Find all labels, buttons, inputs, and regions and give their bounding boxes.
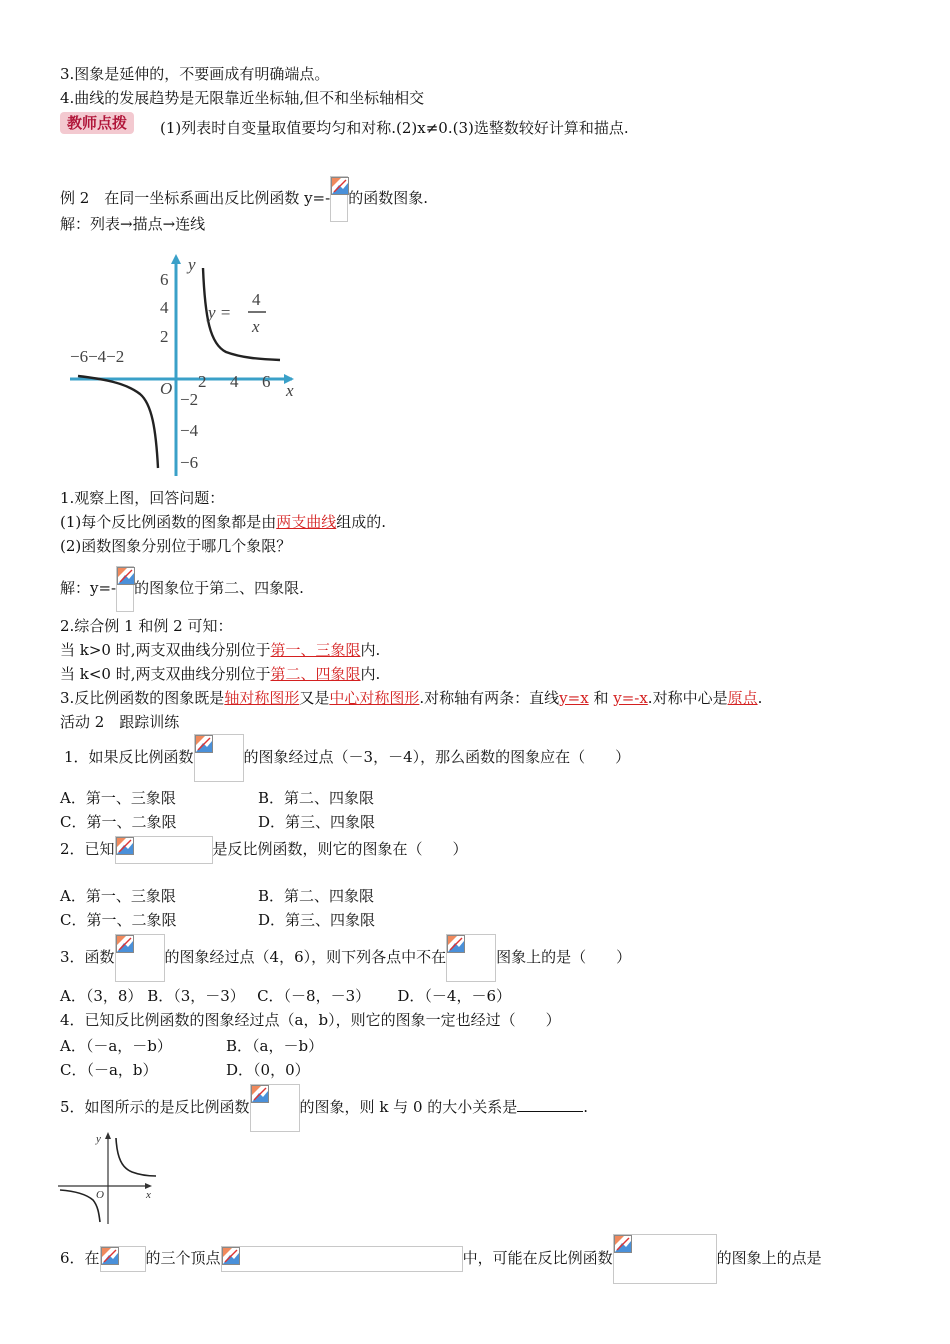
xtick-4: 4 — [230, 372, 239, 391]
ytick-neg4: −4 — [180, 421, 199, 440]
q2-stem-post: 是反比例函数，则它的图象在（ ） — [212, 840, 468, 858]
origin-label: O — [160, 379, 173, 398]
s3-mid3: .对称中心是 — [647, 689, 728, 707]
q6-stem-pre: 6．在 — [60, 1249, 100, 1267]
q2-option-d: D．第三、四象限 — [258, 911, 376, 929]
question-3 — [60, 934, 631, 982]
q1-option-a: A．第一、三象限 — [60, 789, 176, 807]
q2-option-b: B．第二、四象限 — [258, 887, 375, 905]
formula-image — [446, 934, 496, 982]
observe-solution — [60, 566, 304, 612]
q3-stem-mid: 的图象经过点（4，6），则下列各点中不在 — [164, 948, 447, 966]
q1-post: 组成的. — [336, 513, 387, 531]
equation-lhs: y = — [208, 303, 232, 322]
k-pos-pre: 当 k>0 时,两支双曲线分别位于 — [60, 641, 271, 659]
formula-image — [115, 836, 213, 864]
y-axis-label: y — [188, 255, 196, 274]
hyperbola-graph-1 — [64, 248, 300, 480]
note-4: 4.曲线的发展趋势是无限靠近坐标轴,但不和坐标轴相交 — [60, 89, 425, 107]
q2-option-c: C．第一、二象限 — [60, 911, 177, 929]
equation-denominator: x — [252, 317, 260, 336]
formula-image — [116, 566, 134, 612]
xtick-6: 6 — [262, 372, 271, 391]
observe-question: 1.观察上图，回答问题： — [60, 489, 225, 507]
teacher-tip-text: (1)列表时自变量取值要均匀和对称.(2)x≠0.(3)选整数较好计算和描点. — [160, 119, 629, 137]
xticks-negative: −6−4−2 — [70, 347, 125, 366]
s3-pre: 3.反比例函数的图象既是 — [60, 689, 225, 707]
q4-option-b: B．（a，－b） — [226, 1037, 324, 1055]
question-2 — [60, 836, 468, 864]
q3-options: A．（3，8） B．（3，－3） C．（－8，－3） D．（－4，－6） — [60, 987, 512, 1005]
question-6 — [60, 1234, 822, 1284]
teacher-tip-badge: 教师点拨 — [60, 112, 134, 134]
q1-pre: (1)每个反比例函数的图象都是由 — [60, 513, 277, 531]
q4-option-c: C．（－a，b） — [60, 1061, 158, 1079]
q4-option-d: D．（0，0） — [226, 1061, 310, 1079]
s3-mid: 又是 — [299, 689, 330, 707]
origin-label: O — [96, 1189, 104, 1201]
curve-branch-q3 — [60, 1190, 100, 1222]
question-5 — [60, 1084, 588, 1132]
summary-title: 2.综合例 1 和例 2 可知： — [60, 617, 233, 635]
q1-option-c: C．第一、二象限 — [60, 813, 177, 831]
broken-image-icon — [447, 935, 465, 953]
q4-option-a: A．（－a，－b） — [60, 1037, 172, 1055]
y-axis-arrow-icon — [105, 1132, 111, 1139]
broken-image-icon — [614, 1235, 632, 1253]
k-pos-in: 内. — [360, 641, 381, 659]
activity-title: 活动 2 跟踪训练 — [60, 713, 180, 731]
q2-stem-pre: 2．已知 — [60, 840, 115, 858]
example2-solution: 解：列表→描点→连线 — [60, 215, 206, 233]
k-pos-answer: 第一、三象限 — [270, 641, 361, 659]
formula-image — [330, 176, 348, 222]
observe-q2: (2)函数图象分别位于哪几个象限？ — [60, 537, 292, 555]
s3-answer-4: y=-x — [613, 689, 648, 707]
ytick-4: 4 — [160, 298, 169, 317]
q5-stem-pre: 5．如图所示的是反比例函数 — [60, 1098, 250, 1116]
y-axis-label: y — [96, 1133, 101, 1145]
ytick-neg6: −6 — [180, 453, 199, 472]
q5-end: . — [583, 1098, 589, 1116]
broken-image-icon — [117, 567, 135, 585]
example2-suffix: 的函数图象. — [348, 189, 428, 207]
example2-prefix: 例 2 在同一坐标系画出反比例函数 y=- — [60, 189, 331, 207]
s3-answer-2: 中心对称图形 — [329, 689, 420, 707]
hyperbola-graph-2 — [56, 1130, 164, 1226]
question-4: 4．已知反比例函数的图象经过点（a，b），则它的图象一定也经过（ ） — [60, 1011, 561, 1029]
q1-option-d: D．第三、四象限 — [258, 813, 376, 831]
x-axis-label: x — [286, 381, 294, 400]
s3-answer-3: y=x — [559, 689, 589, 707]
curve-branch-q1 — [116, 1138, 156, 1176]
k-neg-answer: 第二、四象限 — [270, 665, 361, 683]
question-1 — [64, 734, 630, 782]
q1-stem-post: 的图象经过点（－3，－4），那么函数的图象应在（ ） — [243, 748, 631, 766]
s3-and: 和 — [588, 689, 614, 707]
broken-image-icon — [251, 1085, 269, 1103]
equation-numerator: 4 — [252, 290, 261, 309]
ytick-2: 2 — [160, 327, 169, 346]
formula-image — [250, 1084, 300, 1132]
broken-image-icon — [116, 935, 134, 953]
formula-image — [100, 1246, 146, 1272]
note-3: 3.图象是延伸的，不要画成有明确端点。 — [60, 65, 330, 83]
summary-k-pos — [60, 640, 380, 660]
s3-answer-5: 原点 — [727, 689, 758, 707]
q2-option-a: A．第一、三象限 — [60, 887, 176, 905]
summary-k-neg — [60, 664, 380, 684]
q6-stem-mid: 的三个顶点 — [145, 1249, 221, 1267]
formula-image — [115, 934, 165, 982]
formula-image — [221, 1246, 463, 1272]
curve-branch-q3 — [78, 376, 158, 468]
ytick-6: 6 — [160, 270, 169, 289]
q6-stem-mid2: 中，可能在反比例函数 — [462, 1249, 613, 1267]
broken-image-icon — [195, 735, 213, 753]
broken-image-icon — [222, 1247, 240, 1265]
q5-stem-post: 的图象，则 k 与 0 的大小关系是 — [299, 1098, 518, 1116]
x-axis-label: x — [146, 1189, 151, 1201]
q1-option-b: B．第二、四象限 — [258, 789, 375, 807]
answer-blank[interactable] — [517, 1095, 583, 1112]
formula-image — [613, 1234, 717, 1284]
s3-mid2: .对称轴有两条：直线 — [419, 689, 560, 707]
broken-image-icon — [116, 837, 134, 855]
observe-q1 — [60, 512, 386, 532]
formula-image — [194, 734, 244, 782]
q1-stem-pre: 1．如果反比例函数 — [64, 748, 194, 766]
sol-post: 的图象位于第二、四象限. — [134, 579, 304, 597]
xtick-2: 2 — [198, 372, 207, 391]
broken-image-icon — [101, 1247, 119, 1265]
summary-symmetry — [60, 688, 762, 708]
k-neg-in: 内. — [360, 665, 381, 683]
sol-pre: 解：y=- — [60, 579, 117, 597]
q3-stem-pre: 3．函数 — [60, 948, 115, 966]
ytick-neg2: −2 — [180, 390, 199, 409]
s3-answer-1: 轴对称图形 — [224, 689, 300, 707]
q1-answer: 两支曲线 — [276, 513, 337, 531]
k-neg-pre: 当 k<0 时,两支双曲线分别位于 — [60, 665, 271, 683]
broken-image-icon — [331, 177, 349, 195]
s3-end: . — [757, 689, 763, 707]
q3-stem-post: 图象上的是（ ） — [496, 948, 632, 966]
y-axis-arrow-icon — [171, 254, 181, 264]
q6-stem-post: 的图象上的点是 — [716, 1249, 822, 1267]
